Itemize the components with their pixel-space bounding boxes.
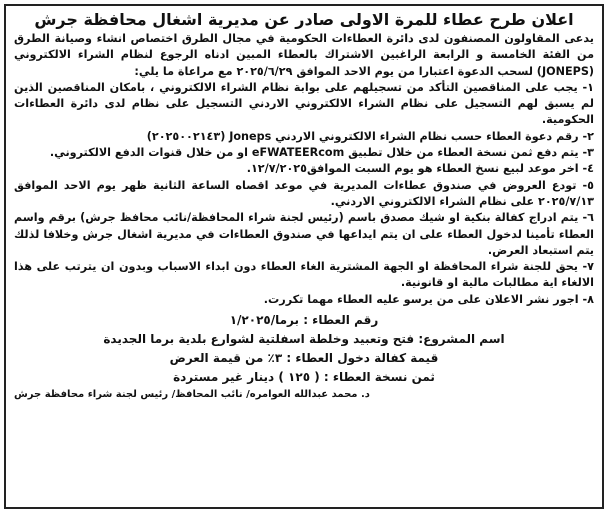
announcement-title: اعلان طرح عطاء للمرة الاولى صادر عن مديرية اشغال محافظة جرش xyxy=(34,10,574,29)
list-item-5: ٥- تودع العروض في صندوق عطاءات المديرية في موعد اقصاه الساعة الثانية ظهر يوم الاحد الموافق ٢٠٢٥/٧/١٣ على نظام الشراء الالكتروني الاردني. xyxy=(14,178,594,208)
bid-bond-value: قيمة كفالة دخول العطاء : ٣٪ من قيمة العرض xyxy=(169,351,439,366)
copy-price: ثمن نسخة العطاء : ( ١٢٥ ) دينار غير مستردة xyxy=(173,370,435,385)
list-item-6: ٦- يتم ادراج كفالة بنكية او شيك مصدق باسم (رئيس لجنة شراء المحافظة/نائب محافظ جرش) برقم واسم العطاء تأمينا لدخول العطاء على ان يتم ايداعها في صندوق العطاءات في مديرية اشغال جرش وخلافا لذلك يتم استبعاد العرض. xyxy=(14,211,594,257)
tender-details xyxy=(14,311,594,387)
intro-paragraph: يدعى المقاولون المصنفون لدى دائرة العطاءات الحكومية في مجال الطرق اختصاص انشاء وصيانة الطرق من الفئة الخامسة و الرابعة الراغبين الاشتراك بالعطاء المبين ادناه الرجوع لنظام الشراء الالكتروني (JONEPS) لسحب الدعوة اعتبارا من يوم الاحد الموافق ٢٠٢٥/٦/٢٩ مع مراعاة ما يلي: xyxy=(14,32,594,78)
project-name: اسم المشروع: فتح وتعبيد وخلطة اسفلتية لشوارع بلدية برما الجديدة xyxy=(103,332,505,347)
tender-number: رقم العطاء : برما/١/٢٠٢٥ xyxy=(229,313,379,328)
list-item-7: ٧- يحق للجنة شراء المحافظة او الجهة المشترية الغاء العطاء دون ابداء الاسباب وبدون ان يترتب على هذا الالغاء اية مطالبات مالية او قانونية. xyxy=(14,260,594,290)
list-item-1: ١- يجب على المناقصين التأكد من تسجيلهم على بوابة نظام الشراء الالكتروني ، بامكان المناقصين الذين لم يسبق لهم التسجيل على نظام الشراء الالكتروني الاردني التسجيل على نظام لدى دائرة العطاءات الحكومية. xyxy=(14,80,594,127)
list-item-2: ٢- رقم دعوة العطاء حسب نظام الشراء الالكتروني الاردني Joneps (٢٠٢٥٠٠٢١٤٣) xyxy=(146,129,594,143)
list-item-8: ٨- اجور نشر الاعلان على من يرسو عليه العطاء مهما تكررت. xyxy=(263,292,594,306)
tender-announcement xyxy=(4,4,604,509)
list-item-3: ٣- يتم دفع ثمن نسخة العطاء من خلال تطبيق eFWATEERcom او من خلال قنوات الدفع الالكتروني. xyxy=(49,146,594,160)
list-item-4: ٤- اخر موعد لبيع نسخ العطاء هو يوم السبت الموافق١٢/٧/٢٠٢٥. xyxy=(246,162,594,176)
signature-line: د. محمد عبدالله العوامره/ نائب المحافظ/ رئيس لجنة شراء محافظة جرش xyxy=(14,389,370,401)
